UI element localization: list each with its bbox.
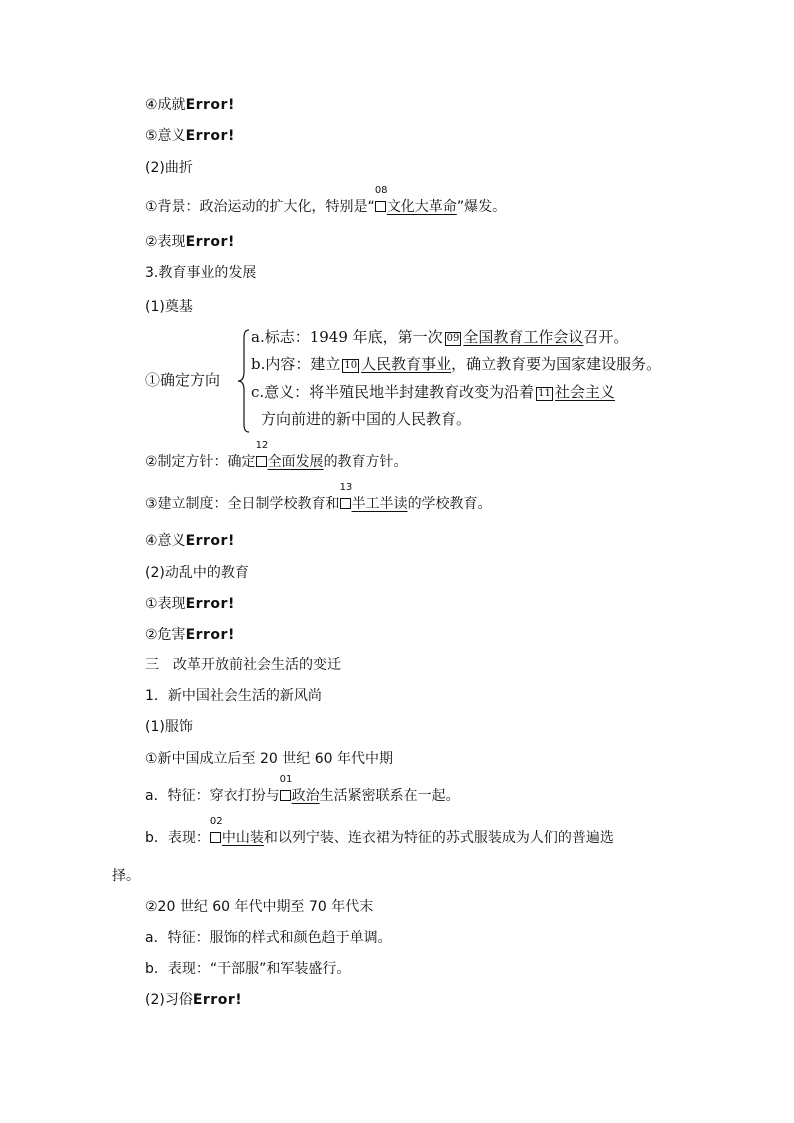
answer-marker: 08 [375, 198, 386, 216]
text-line: ②20 世纪 60 年代中期至 70 年代末 [145, 899, 374, 915]
text-line: ④意义Error! [145, 533, 235, 549]
subsection-heading: (1)服饰 [145, 719, 193, 735]
section-heading: 1．新中国社会生活的新风尚 [145, 688, 322, 704]
text-line: ②危害Error! [145, 627, 235, 643]
text-line: ④成就Error! [145, 97, 235, 113]
error-text: Error! [185, 533, 235, 549]
brace-item-c: c.意义：将半殖民地半封建教育改变为沿着 11 社会主义 [251, 383, 615, 401]
answer-marker: 01 [280, 787, 291, 805]
error-text: Error! [185, 234, 235, 250]
error-text: Error! [192, 992, 243, 1008]
answer-marker: 02 [210, 829, 221, 847]
answer-marker: 13 [340, 495, 351, 513]
error-text: Error! [185, 97, 235, 113]
error-text: Error! [185, 596, 235, 612]
error-text: Error! [185, 128, 235, 144]
answer-marker: 12 [256, 453, 267, 471]
curly-brace-icon [237, 328, 251, 434]
subsection-heading: (2)动乱中的教育 [145, 565, 249, 581]
subsection-heading: (1)奠基 [145, 299, 193, 315]
text-line: a．特征：服饰的样式和颜色趋于单调。 [145, 930, 392, 946]
brace-item-b: b.内容：建立 10 人民教育事业，确立教育要为国家建设服务。 [251, 355, 662, 373]
text-line: ⑤意义Error! [145, 128, 235, 144]
text-line: b．表现： 02 中山装和以列宁装、连衣裙为特征的苏式服装成为人们的普遍选 [145, 816, 614, 846]
brace-item-a: a.标志：1949 年底，第一次 09 全国教育工作会议召开。 [251, 328, 629, 346]
brace-label: ①确定方向 [145, 371, 221, 389]
text-line: a．特征：穿衣打扮与 01 政治生活紧密联系在一起。 [145, 774, 460, 804]
brace-diagram [145, 326, 705, 436]
text-line: ③建立制度：全日制学校教育和 13 半工半读的学校教育。 [145, 482, 492, 512]
text-line: ②制定方针：确定 12 全面发展的教育方针。 [145, 440, 408, 470]
text-line: ①背景：政治运动的扩大化，特别是“ 08 文化大革命”爆发。 [145, 185, 507, 215]
text-line: ①新中国成立后至 20 世纪 60 年代中期 [145, 751, 393, 767]
text-line: (2)习俗Error! [145, 992, 243, 1008]
text-line: 择。 [112, 868, 140, 884]
text-line: ②表现Error! [145, 234, 235, 250]
text-line: b．表现：“干部服”和军装盛行。 [145, 961, 351, 977]
subsection-heading: (2)曲折 [145, 160, 193, 176]
section-heading: 3.教育事业的发展 [145, 265, 257, 281]
text-line: ①表现Error! [145, 596, 235, 612]
section-heading: 三 改革开放前社会生活的变迁 [145, 657, 341, 673]
brace-item-c-cont: 方向前进的新中国的人民教育。 [261, 410, 472, 428]
error-text: Error! [185, 627, 235, 643]
